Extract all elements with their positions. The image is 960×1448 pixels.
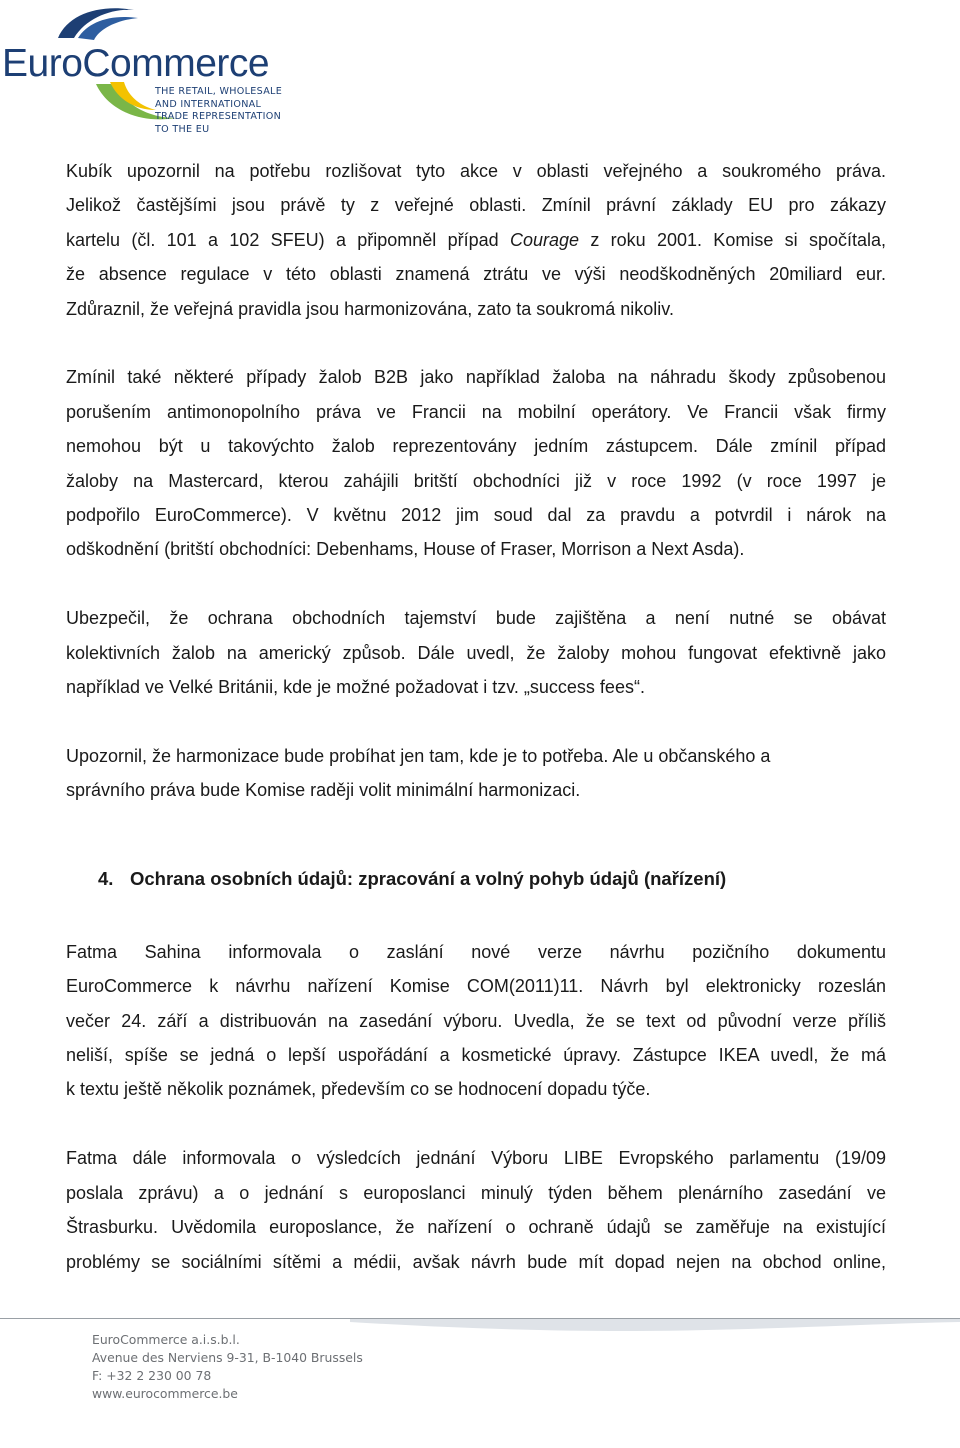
text-line: Kubík upozornil na potřebu rozlišovat tyto akce v oblasti veřejného a soukromého práva.: [66, 161, 886, 181]
text-line: k textu ještě několik poznámek, především co se hodnocení dopadu týče.: [66, 1079, 651, 1100]
text-line: Upozornil, že harmonizace bude probíhat jen tam, kde je to potřeba. Ale u občanského a: [66, 745, 771, 766]
text-line: Fatma Sahina informovala o zaslání nové verze návrhu pozičního dokumentu: [66, 941, 886, 962]
text-line: správního práva bude Komise raději volit minimální harmonizaci.: [66, 780, 581, 801]
text-line: problémy se sociálními sítěmi a médii, avšak návrh bude mít dopad nejen na obchod online,: [66, 1251, 886, 1272]
logo-tagline: THE RETAIL, WHOLESALE AND INTERNATIONAL TRADE REPRESENTATION TO THE EU: [155, 86, 283, 135]
text-line: žaloby na Mastercard, kterou zahájili britští obchodníci již v roce 1992 (v roce 1997 je: [66, 470, 886, 491]
text-line: kartelu (čl. 101 a 102 SFEU) a připomněl případ Courage z roku 2001. Komise si spočítala,: [66, 229, 886, 250]
text-line: porušením antimonopolního práva ve Francii na mobilní operátory. Ve Francii však firmy: [66, 401, 886, 422]
case-name: Courage: [509, 229, 580, 250]
paragraph: [66, 1141, 886, 1279]
text-line: Jelikož častějšími jsou právě ty z veřejné oblasti. Zmínil právní základy EU pro zákazy: [66, 195, 886, 216]
paragraph: [66, 360, 886, 566]
footer-fax: F: +32 2 230 00 78: [92, 1368, 212, 1383]
paragraph: [66, 739, 886, 808]
paragraph: [66, 935, 886, 1107]
footer-decoration-icon: [350, 1318, 960, 1358]
text-line: večer 24. září a distribuován na zasedání výboru. Uvedla, že se text od původní verze příliš: [66, 1010, 886, 1031]
footer-address: [92, 1331, 363, 1403]
footer-website[interactable]: www.eurocommerce.be: [92, 1386, 238, 1401]
footer-org: EuroCommerce a.i.s.b.l.: [92, 1332, 240, 1347]
paragraph: [66, 601, 886, 704]
text-line: Fatma dále informovala o výsledcích jednání Výboru LIBE Evropského parlamentu (19/09: [66, 1148, 886, 1169]
text-line: podpořilo EuroCommerce). V květnu 2012 jim soud dal za pravdu a potvrdil i nárok na: [66, 505, 886, 526]
text-line: Ubezpečil, že ochrana obchodních tajemství bude zajištěna a není nutné se obávat: [66, 608, 886, 629]
logo-wordmark: EuroCommerce: [2, 42, 270, 85]
text-line: poslala zprávu) a o jednání s europoslanci minulý týden během plenárního zasedání ve: [66, 1182, 886, 1203]
section-number: 4.: [98, 868, 114, 890]
text-line: například ve Velké Británii, kde je možné požadovat i tzv. „success fees“.: [66, 677, 645, 698]
section-title: Ochrana osobních údajů: zpracování a volný pohyb údajů (nařízení): [130, 868, 727, 890]
text-line: že absence regulace v této oblasti znamená ztrátu ve výši neodškodněných 20miliard eur.: [66, 264, 886, 285]
paragraph: [66, 154, 886, 326]
text-line: nemohou být u takovýchto žalob reprezentovány jedním zástupcem. Dále zmínil případ: [66, 436, 886, 457]
section-heading: [66, 862, 886, 896]
document-body: [66, 154, 886, 1279]
eurocommerce-logo: [0, 0, 300, 140]
text-line: odškodnění (britští obchodníci: Debenhams, House of Fraser, Morrison a Next Asda).: [66, 539, 745, 560]
text-line: Štrasburku. Uvědomila europoslance, že nařízení o ochraně údajů se zaměřuje na existující: [66, 1217, 886, 1238]
footer-street: Avenue des Nerviens 9-31, B-1040 Brussels: [92, 1350, 363, 1365]
text-line: EuroCommerce k návrhu nařízení Komise COM(2011)11. Návrh byl elektronicky rozeslán: [66, 976, 886, 997]
text-line: kolektivních žalob na americký způsob. Dále uvedl, že žaloby mohou fungovat efektivně jako: [66, 642, 886, 663]
text-line: neliší, spíše se jedná o lepší uspořádání a kosmetické úpravy. Zástupce IKEA uvedl, že má: [66, 1045, 886, 1066]
text-line: Zdůraznil, že veřejná pravidla jsou harmonizována, zato ta soukromá nikoliv.: [66, 298, 674, 319]
text-line: Zmínil také některé případy žalob B2B jako například žaloba na náhradu škody způsobenou: [66, 367, 886, 388]
